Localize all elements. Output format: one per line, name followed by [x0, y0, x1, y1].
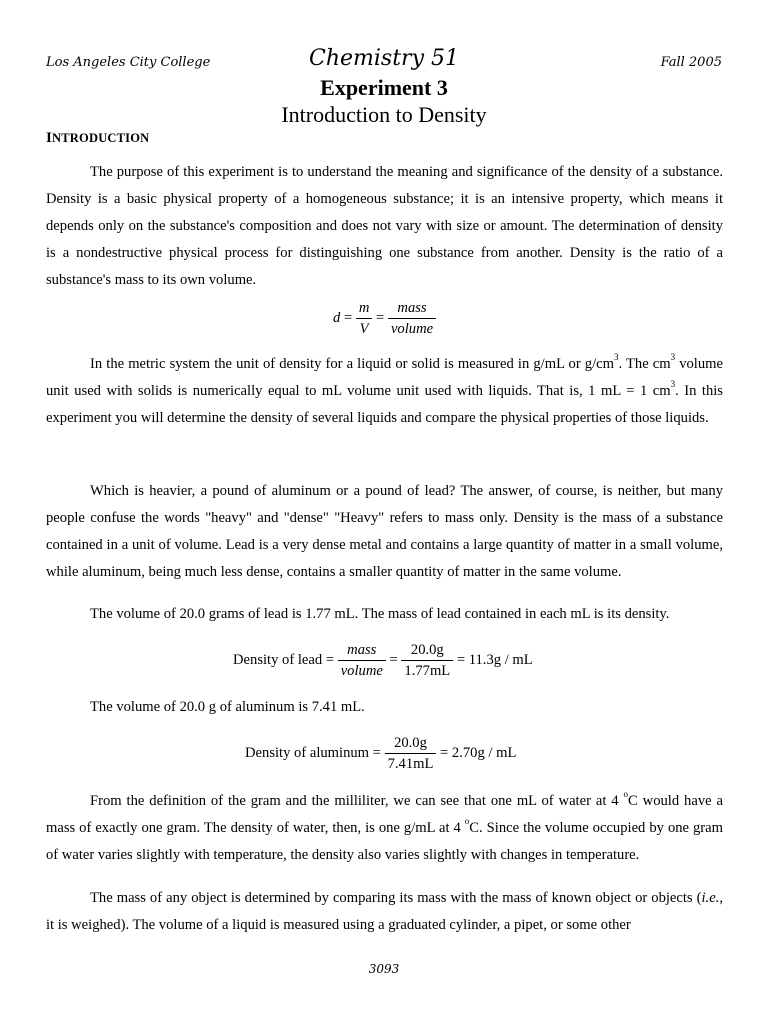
paragraph-6 — [46, 788, 723, 869]
fraction-numerator: 20.0g — [385, 733, 437, 754]
equation-label: Density of lead = — [233, 651, 335, 668]
fraction-mass-over-volume — [388, 298, 436, 339]
degree-superscript: o — [623, 789, 629, 800]
text-run: . The cm — [618, 356, 671, 372]
document-subtitle: Introduction to Density — [281, 102, 487, 127]
paragraph-5: The volume of 20.0 g of aluminum is 7.41 mL. — [90, 699, 365, 715]
equals-sign: = — [376, 309, 385, 326]
paragraph-4: The volume of 20.0 grams of lead is 1.77 mL. The mass of lead contained in each mL is its density. — [90, 606, 670, 622]
italic-abbreviation: i.e. — [701, 890, 720, 906]
text-run: The mass of any object is determined by comparing its mass with the mass of known object or objects ( — [90, 890, 702, 906]
superscript: 3 — [670, 352, 676, 363]
fraction-mass-over-volume — [338, 640, 386, 681]
fraction-lead-values — [401, 640, 453, 681]
superscript: 3 — [670, 379, 676, 390]
page-number: 3093 — [368, 962, 400, 976]
fraction-denominator: volume — [390, 321, 434, 337]
degree-superscript: o — [464, 816, 470, 827]
text-run: volume unit used with solids is numerically equal to mL volume unit used with liquids. That is, 1 mL = 1 cm — [46, 356, 723, 399]
section-heading-rest: NTRODUCTION — [52, 131, 150, 145]
text-run: C would have a mass of exactly one gram. The density of water, then, is one g/mL at 4 — [46, 793, 723, 836]
fraction-numerator: 20.0g — [401, 640, 453, 661]
fraction-denominator: V — [359, 321, 369, 337]
text-run: C. Since the volume occupied by one gram of water varies slightly with temperature, the density also varies slightly with changes in temperature. — [46, 820, 723, 863]
density-symbol: d — [333, 309, 341, 326]
paragraph-7 — [46, 885, 723, 939]
text-run: In the metric system the unit of density for a liquid or solid is measured in g/mL or g/cm — [90, 356, 614, 372]
fraction-denominator: volume — [340, 663, 383, 679]
equation-result: = 2.70g / mL — [440, 744, 517, 761]
fraction-numerator: mass — [388, 298, 436, 319]
aluminum-density-equation — [245, 733, 516, 774]
fraction-denominator: 1.77mL — [404, 663, 451, 679]
course-title: Chemistry 51 — [309, 46, 459, 71]
paragraph-3: Which is heavier, a pound of aluminum or a pound of lead? The answer, of course, is neither, but many people confuse the words "heavy" and "dense" "Heavy" refers to mass only. Density is the mass of a substance contained in a unit of volume. Lead is a very dense metal and contains a large quantity of matter in a small volume, while aluminum, being much less dense, contains a smaller quantity of matter in the same volume. — [46, 483, 723, 580]
equals-sign: = — [343, 309, 353, 326]
experiment-title: Experiment 3 — [320, 75, 448, 100]
section-heading — [46, 130, 149, 147]
college-name: Los Angeles City College — [46, 55, 211, 70]
fraction-numerator: mass — [338, 640, 386, 661]
lead-density-equation — [233, 640, 533, 681]
semester: Fall 2005 — [660, 55, 722, 70]
text-run: , it is weighed). The volume of a liquid is measured using a graduated cylinder, a pipet, or some other — [46, 890, 723, 933]
fraction-denominator: 7.41mL — [387, 756, 434, 772]
equation-result: = 11.3g / mL — [456, 651, 533, 668]
fraction-aluminum-values — [385, 733, 437, 774]
section-heading-cap: I — [46, 130, 53, 146]
density-equation — [333, 298, 436, 339]
fraction-m-over-v — [356, 298, 373, 339]
fraction-numerator: m — [356, 298, 373, 319]
equation-label: Density of aluminum = — [245, 744, 381, 761]
paragraph-1: The purpose of this experiment is to understand the meaning and significance of the density of a substance. Density is a basic physical property of a homogeneous substance; it is an intensive property, which means it depends only on the substance's composition and does not vary with size or amount. The determination of density is a nondestructive physical process for distinguishing one substance from another. Density is the ratio of a substance's mass to its own volume. — [46, 164, 723, 288]
paragraph-2 — [46, 351, 723, 432]
text-run: From the definition of the gram and the milliliter, we can see that one mL of water at 4 — [90, 793, 624, 809]
superscript: 3 — [614, 352, 619, 363]
text-run: . In this experiment you will determine the density of several liquids and compare the physical properties of those liquids. — [46, 383, 723, 426]
equals-sign: = — [389, 651, 398, 668]
